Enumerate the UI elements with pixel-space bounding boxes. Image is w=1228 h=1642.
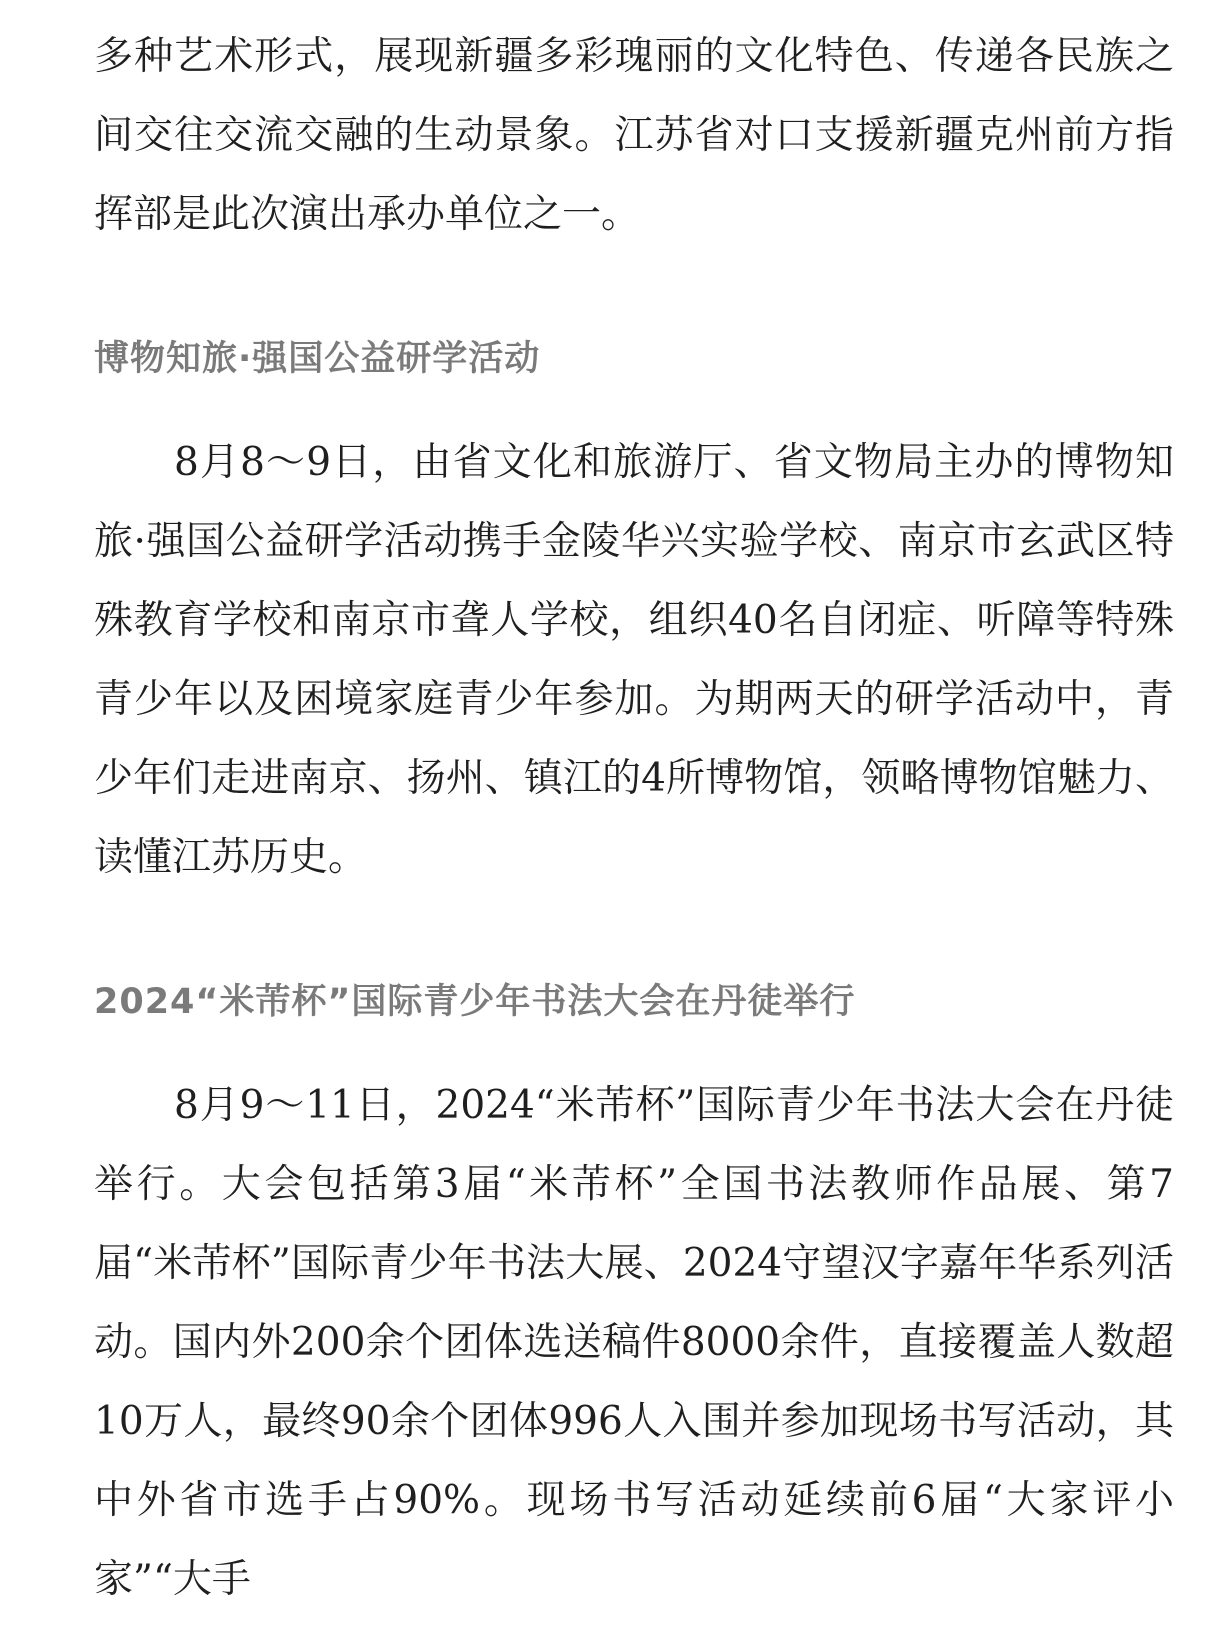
section-heading-museum-tour: 博物知旅·强国公益研学活动: [94, 339, 541, 379]
section-heading-mifu-cup: 2024“米芾杯”国际青少年书法大会在丹徒举行: [94, 982, 856, 1022]
section-body-mifu-cup: 8月9～11日，2024“米芾杯”国际青少年书法大会在丹徒举行。大会包括第3届“米芾杯”全国书法教师作品展、第7届“米芾杯”国际青少年书法大展、2024守望汉字嘉年华系列活动。国内外200余个团体选送稿件8000余件，直接覆盖人数超10万人，最终90余个团体996人入围并参加现场书写活动，其中外省市选手占90%。现场书写活动延续前6届“大家评小家”“大手: [94, 1083, 1174, 1602]
intro-paragraph: 多种艺术形式，展现新疆多彩瑰丽的文化特色、传递各民族之间交往交流交融的生动景象。江苏省对口支援新疆克州前方指挥部是此次演出承办单位之一。: [94, 34, 1174, 237]
section-body-museum-tour: 8月8～9日，由省文化和旅游厅、省文物局主办的博物知旅·强国公益研学活动携手金陵华兴实验学校、南京市玄武区特殊教育学校和南京市聋人学校，组织40名自闭症、听障等特殊青少年以及困境家庭青少年参加。为期两天的研学活动中，青少年们走进南京、扬州、镇江的4所博物馆，领略博物馆魅力、读懂江苏历史。: [94, 440, 1174, 880]
